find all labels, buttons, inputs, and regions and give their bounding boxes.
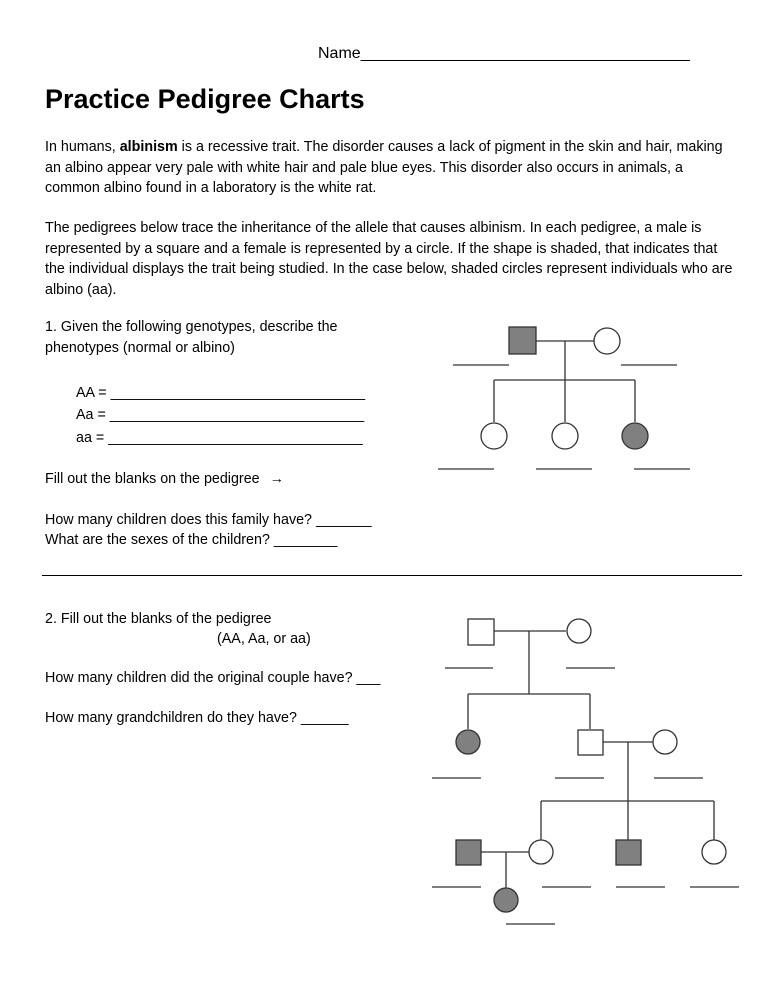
page-title: Practice Pedigree Charts <box>45 84 365 114</box>
affected-female-circle <box>456 730 480 754</box>
affected-male-square <box>616 840 641 865</box>
unaffected-female-circle <box>552 423 578 449</box>
arrow-right-icon: → <box>269 471 284 487</box>
q1-children-sexes[interactable]: What are the sexes of the children? ________ <box>45 532 338 548</box>
affected-male-square <box>456 840 481 865</box>
q1-prompt-line2: phenotypes (normal or albino) <box>45 339 235 356</box>
unaffected-female-circle <box>567 619 591 643</box>
q1-prompt-line1: 1. Given the following genotypes, describe the <box>45 319 338 335</box>
unaffected-female-circle <box>653 730 677 754</box>
unaffected-male-square <box>468 619 494 645</box>
unaffected-female-circle <box>481 423 507 449</box>
unaffected-female-circle <box>702 840 726 864</box>
pedigree-1 <box>438 327 690 469</box>
genotype-blank[interactable]: ________________________________ <box>110 385 366 401</box>
genotype-label: AA = <box>76 385 111 401</box>
pedigree-2 <box>432 619 739 924</box>
unaffected-male-square <box>578 730 603 755</box>
name-blank[interactable]: _____________________________________ <box>360 45 690 62</box>
q2-prompt-line2: (AA, Aa, or aa) <box>217 631 311 647</box>
unaffected-female-circle <box>529 840 553 864</box>
q2-children[interactable]: How many children did the original couple have? ___ <box>45 670 381 686</box>
unaffected-female-circle <box>594 328 620 354</box>
genotype-blank[interactable]: ________________________________ <box>109 407 365 423</box>
explanation-paragraph: The pedigrees below trace the inheritance of the allele that causes albinism. In each pedigree, a male is represented by a square and a female is represented by a circle. If the shape is shaded, that indicates that the individual displays the trait being studied. In the case below, shaded circles represent individuals who are albino (aa). <box>45 220 733 298</box>
intro-prefix: In humans, <box>45 139 120 155</box>
genotype-label: aa = <box>76 430 109 446</box>
q2-grandchildren[interactable]: How many grandchildren do they have? ______ <box>45 710 349 726</box>
affected-male-square <box>509 327 536 354</box>
fill-blanks-text: Fill out the blanks on the pedigree <box>45 471 260 487</box>
intro-bold-term: albinism <box>119 139 178 155</box>
genotype-blank[interactable]: ________________________________ <box>108 430 363 446</box>
affected-female-circle <box>622 423 648 449</box>
name-label: Name <box>318 45 361 62</box>
q2-prompt-line1: 2. Fill out the blanks of the pedigree <box>45 611 272 627</box>
affected-female-circle <box>494 888 518 912</box>
genotype-label: Aa = <box>76 407 110 423</box>
intro-rest: is a recessive trait. The disorder causes a lack of pigment in the skin and hair, making an albino appear very pale with white hair and pale blue eyes. This disorder also occurs in animals, a common albino found in a laboratory is the white rat. <box>45 139 723 196</box>
q1-children-count[interactable]: How many children does this family have? _______ <box>45 512 372 528</box>
